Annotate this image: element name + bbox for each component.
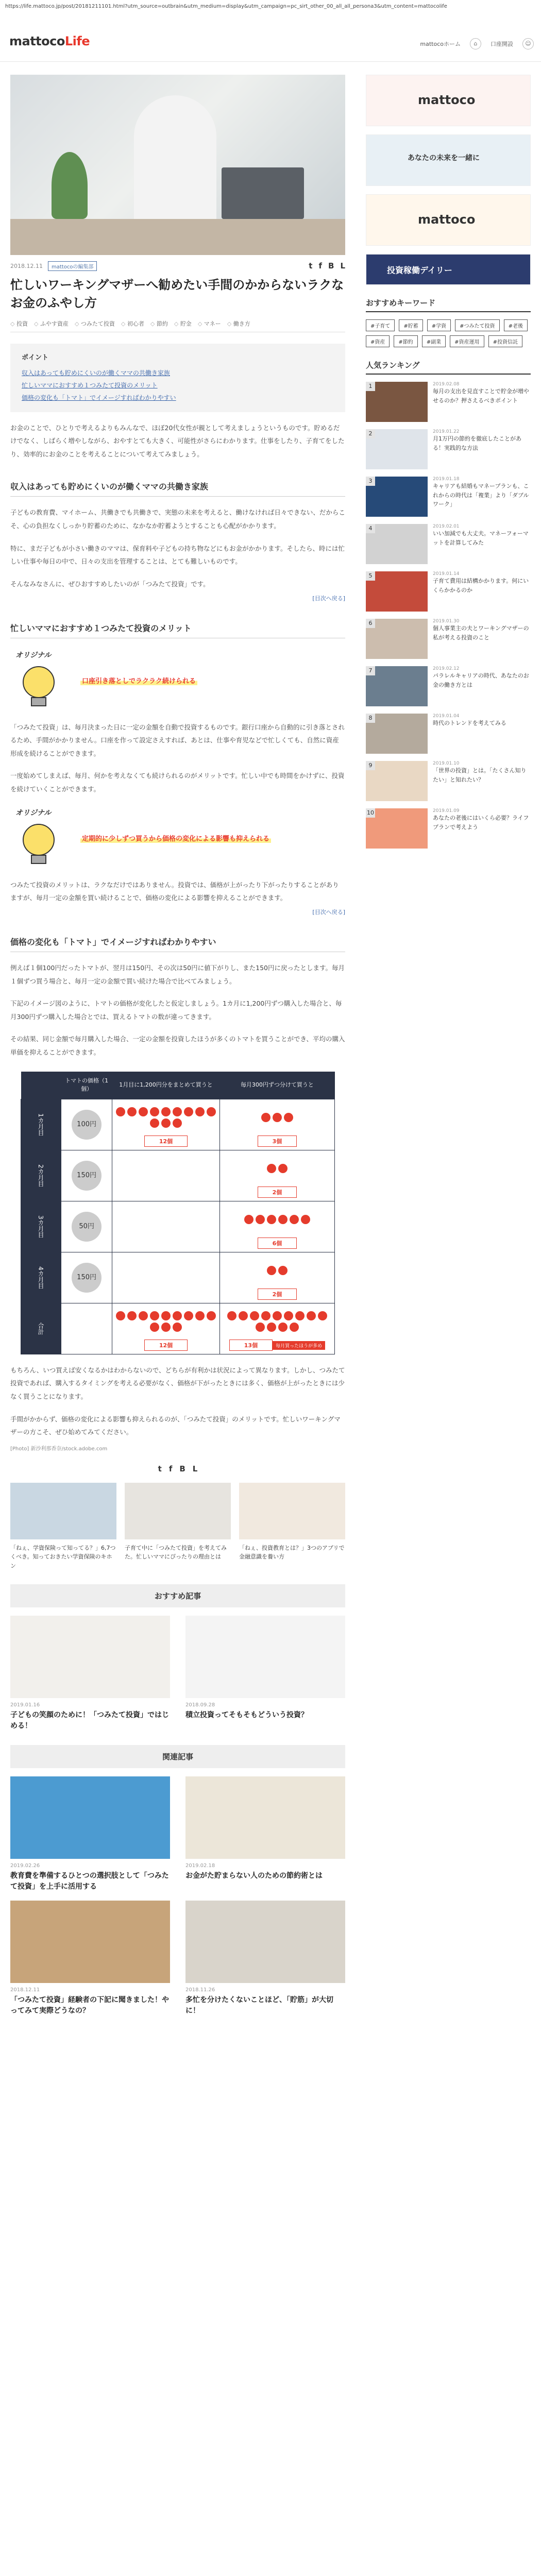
tomato-cell [219, 1201, 334, 1252]
card-date: 2018.11.26 [185, 1987, 215, 1993]
ranking-thumb [366, 761, 428, 801]
tomato-cell [112, 1099, 220, 1150]
ranking-item[interactable] [366, 761, 531, 801]
ranking-item[interactable] [366, 619, 531, 659]
article-card[interactable] [10, 1616, 170, 1732]
paragraph: つみたて投資のメリットは、ラクなだけではありません。投資では、価格が上がったり下がったりすることがありますが、毎月一定の金額を買い続けることで、価格の変化による影響を抑えることができます。 [10, 880, 339, 902]
article-card[interactable] [10, 1776, 170, 1892]
keyword-heading: おすすめキーワード [366, 297, 531, 312]
paragraph: 一度始めてしまえば、毎月、何かを考えなくても続けられるのがメリットです。忙しい中でも時間をかけずに、投資を続けていくことができます。 [10, 772, 345, 793]
ranking-date: 2019.01.10 [433, 761, 460, 766]
ranking-item[interactable] [366, 477, 531, 517]
tomato-icon [273, 1113, 282, 1122]
tomato-icon [139, 1311, 148, 1320]
sidebar [366, 75, 531, 849]
ad-banner[interactable]: あなたの未来を一緒に [366, 134, 531, 186]
tomato-group [223, 1154, 331, 1183]
tomato-group [223, 1256, 331, 1285]
card-date: 2019.01.16 [10, 1702, 40, 1708]
rank-number: 2 [366, 429, 375, 438]
tomato-group [115, 1103, 216, 1132]
line-icon[interactable]: L [340, 261, 345, 270]
tomato-cell [112, 1201, 220, 1252]
tomato-icon [184, 1107, 193, 1116]
related-card[interactable] [125, 1483, 231, 1571]
tomato-icon [267, 1164, 276, 1173]
keyword-tag[interactable]: #資産運用 [450, 335, 484, 347]
article-date: 2018.12.11 [10, 263, 43, 269]
tomato-icon [301, 1215, 310, 1224]
ranking-title: キャリアも結婚もマネープランも、これからの時代は「複業」より「ダブルワーク」 [433, 483, 529, 508]
ranking-date: 2019.01.18 [433, 477, 460, 482]
price-cell [61, 1252, 112, 1303]
rank-number: 3 [366, 477, 375, 486]
ranking-title: 月1万円の節約を徹底したことがある！実践的な方法 [433, 435, 521, 451]
table-row [21, 1252, 335, 1303]
tomato-icon [173, 1323, 182, 1332]
ranking-item[interactable] [366, 524, 531, 564]
card-image [10, 1776, 170, 1859]
card-title: 積立投資ってそもそもどういう投資？ [185, 1710, 308, 1719]
section-heading-2: 忙しいママにおすすめ１つみたて投資のメリット [10, 622, 345, 638]
tomato-icon [256, 1323, 265, 1332]
ranking-item[interactable] [366, 429, 531, 469]
rank-number: 6 [366, 619, 375, 628]
tomato-icon [256, 1215, 265, 1224]
tomato-group [115, 1307, 216, 1336]
nav-home-link[interactable]: mattocoホーム [420, 41, 461, 47]
tomato-group [115, 1212, 216, 1242]
tomato-icon [227, 1311, 236, 1320]
ranking-date: 2019.02.01 [433, 524, 460, 529]
th-price: トマトの価格（1個） [61, 1072, 112, 1099]
category-badge[interactable]: mattocoの編集部 [48, 261, 97, 271]
tomato-icon [161, 1118, 171, 1128]
ranking-date: 2019.01.04 [433, 714, 460, 719]
tomato-icon [278, 1323, 288, 1332]
ranking-thumb [366, 382, 428, 422]
related-cards [10, 1483, 345, 1571]
rank-number: 8 [366, 714, 375, 723]
article-meta [10, 261, 345, 271]
tomato-icon [127, 1107, 137, 1116]
tomato-icon [184, 1311, 193, 1320]
tag-item[interactable]: ◇ 働き方 [227, 319, 250, 328]
price-badge: 150円 [72, 1263, 102, 1293]
twitter-icon[interactable]: t [158, 1464, 162, 1473]
keyword-tag[interactable]: #子育て [366, 319, 395, 331]
main-article [10, 75, 345, 2016]
keyword-tag[interactable]: #学資 [427, 319, 451, 331]
tomato-icon [173, 1118, 182, 1128]
table-note: 毎月買ったほうが多め [273, 1341, 325, 1350]
ranking-date: 2019.01.14 [433, 571, 460, 577]
card-image [10, 1483, 116, 1539]
tomato-icon [295, 1311, 305, 1320]
card-date: 2019.02.26 [10, 1862, 40, 1869]
related-heading: 関連記事 [10, 1745, 345, 1768]
toc-item[interactable]: 忙しいママにおすすめ１つみたて投資のメリット [22, 381, 158, 389]
card-title: お金がた貯まらない人のための節約術とは [185, 1871, 323, 1880]
ranking-item[interactable] [366, 382, 531, 422]
month-cell: 合計 [21, 1303, 61, 1354]
tomato-icon [139, 1107, 148, 1116]
card-title: 子どもの笑顔のために！「つみたて投資」ではじめる！ [10, 1710, 169, 1730]
ranking-date: 2019.01.30 [433, 619, 460, 624]
tomato-icon [307, 1311, 316, 1320]
th-lump-sum: 1月目に1,200円分をまとめて買うと [112, 1072, 220, 1099]
ranking-title: 時代のトレンドを考えてみる [433, 720, 506, 726]
tomato-comparison-table [21, 1072, 335, 1354]
tomato-icon [290, 1323, 299, 1332]
tomato-group [223, 1205, 331, 1234]
price-cell [61, 1303, 112, 1354]
ranking-title: パラレルキャリアの時代、あなたのお金の働き方とは [433, 672, 529, 688]
card-image [185, 1616, 345, 1698]
card-image [185, 1901, 345, 1983]
tomato-icon [150, 1323, 159, 1332]
section-heading-3: 価格の変化も「トマト」でイメージすればわかりやすい [10, 936, 345, 952]
user-icon[interactable]: ☺ [522, 38, 534, 49]
ranking-title: あなたの老後にはいくら必要？ライフプランで考えよう [433, 815, 529, 831]
rank-number: 4 [366, 524, 375, 533]
paragraph: 下記のイメージ図のように、トマトの価格が変化したと仮定しましょう。1カ月に1,200円ずつ購入した場合と、毎月300円ずつ購入した場合とでは、買えるトマトの数が違ってきます。 [10, 999, 342, 1021]
tomato-icon [244, 1215, 253, 1224]
tomato-icon [161, 1311, 171, 1320]
recommend-heading: おすすめ記事 [10, 1584, 345, 1607]
tomato-cell [112, 1150, 220, 1201]
tomato-icon [267, 1323, 276, 1332]
point-highlight: 口座引き落としでラクラク続けられる [80, 675, 197, 685]
related-card[interactable] [239, 1483, 345, 1571]
point-highlight: 定期的に少しずつ買うから価格の変化による影響も抑えられる [80, 833, 271, 843]
tomato-icon [161, 1107, 171, 1116]
photo-credit: [Photo] 新沙利那香奈/stock.adobe.com [10, 1446, 108, 1452]
lightbulb-icon: オリジナル [10, 650, 67, 711]
ranking-date: 2019.01.22 [433, 429, 460, 434]
paragraph: 特に、まだ子どもが小さい働きのママは、保育料や子どもの持ち物などにもお金がかかります。そしたら、時には忙しい仕事や毎日の中で、日々の支出を管理することは、とても難しいものです。 [10, 544, 345, 566]
card-date: 2019.02.18 [185, 1862, 215, 1869]
related-list [10, 1776, 345, 1892]
tag-item[interactable]: ◇ 初心者 [121, 319, 144, 328]
tomato-icon [278, 1164, 288, 1173]
tomato-icon [284, 1311, 293, 1320]
tomato-cell [219, 1303, 334, 1354]
share-buttons [309, 261, 345, 270]
paragraph: 例えば１個100円だったトマトが、翌月は150円、その次は50円に値下がりし、また150円に戻ったとします。毎月１個ずつ買う場合と、毎月一定の金額で買い続けた場合で比べてみましょう。 [10, 963, 345, 985]
card-title: 多忙を分けたくないことほど、「貯筋」が大切に！ [185, 1995, 333, 2015]
ranking-title: 毎月の支出を見直すことで貯金が増やせるのか？押さえるべきポイント [433, 388, 529, 404]
tomato-icon [207, 1107, 216, 1116]
paragraph: 子どもの教育費、マイホーム、共働きでも共働きで、実態の未来を考えると、働けなければ日々できない、だからこそ、心の負担なくしっかり貯蓄のために、なかなか貯蓄ようとすることも心配がかかります。 [10, 509, 345, 530]
card-image [10, 1616, 170, 1698]
card-title: 「つみたて投資」経験者の下記に聞きました！やってみて実際どうなの？ [10, 1995, 169, 2015]
tomato-icon [261, 1113, 270, 1122]
ranking-date: 2019.01.09 [433, 808, 460, 814]
count-label: 6個 [258, 1238, 297, 1249]
tomato-cell [219, 1252, 334, 1303]
ranking-date: 2019.02.08 [433, 382, 460, 387]
tomato-icon [273, 1311, 282, 1320]
tomato-icon [195, 1107, 205, 1116]
tomato-group [115, 1161, 216, 1191]
table-row [21, 1150, 335, 1201]
ranking-thumb [366, 714, 428, 754]
tomato-icon [290, 1215, 299, 1224]
paragraph: そんなみなさんに、ぜひおすすめしたいのが「つみたて投資」です。 [10, 580, 210, 588]
month-cell: 3カ月目 [21, 1201, 61, 1252]
card-title: 「ねぇ、学資保険って知ってる？」6,7つくべき。知っておきたい学資保険のキホン [10, 1544, 116, 1570]
paragraph: その結果、同じ金額で毎月購入した場合、一定の金額を投資したほうが多くのトマトを買うことができ、平均の購入単価を抑えることができます。 [10, 1035, 345, 1057]
related-list [10, 1901, 345, 2016]
tomato-icon [150, 1107, 159, 1116]
card-date: 2018.09.28 [185, 1702, 215, 1708]
article-card[interactable] [10, 1901, 170, 2016]
ranking-title: いい加減でも大丈夫。マネーフォーマットを計算してみた [433, 530, 529, 546]
lightbulb-icon: オリジナル [10, 807, 67, 869]
paragraph: 「つみたて投資」は、毎月決まった日に一定の金額を自動で投資するものです。銀行口座から自動的に引き落とされるため、手間がかかりません。口座を作って設定さえすれば、あとは、仕事や育児などで忙しくても、自然に資産形成を続けることができます。 [10, 723, 345, 757]
count-label: 2個 [258, 1187, 297, 1198]
ranking-item[interactable] [366, 571, 531, 612]
tomato-icon [207, 1311, 216, 1320]
tag-list [10, 319, 345, 332]
toc-item[interactable]: 収入はあっても貯めにくいのが働くママの共働き家族 [22, 369, 170, 377]
table-row [21, 1303, 335, 1354]
ranking-heading: 人気ランキング [366, 360, 531, 375]
section-heading-1: 収入はあっても貯めにくいのが働くママの共働き家族 [10, 480, 345, 497]
table-of-contents [10, 344, 345, 412]
tag-item[interactable]: ◇ 投資 [10, 319, 28, 328]
tomato-icon [173, 1311, 182, 1320]
price-cell [61, 1150, 112, 1201]
rank-number: 1 [366, 382, 375, 391]
price-badge: 100円 [72, 1110, 102, 1140]
price-badge: 50円 [72, 1212, 102, 1242]
card-title: 子育て中に「つみたて投資」を考えてみた。忙しいママにぴったりの理由とは [125, 1544, 227, 1561]
ranking-thumb [366, 666, 428, 706]
month-cell: 2カ月目 [21, 1150, 61, 1201]
article-card[interactable] [185, 1616, 345, 1732]
tomato-icon [267, 1266, 276, 1275]
ranking-title: 個人事業主の夫とワーキングマザーの私が考える投資のこと [433, 625, 529, 641]
table-row [21, 1201, 335, 1252]
price-badge: 150円 [72, 1161, 102, 1191]
ranking-thumb [366, 571, 428, 612]
tag-item[interactable]: ◇ 節約 [150, 319, 168, 328]
bookmark-icon[interactable]: B [328, 261, 334, 270]
tomato-icon [150, 1118, 159, 1128]
tomato-icon [173, 1107, 182, 1116]
nav-login-link[interactable]: 口座開設 [491, 41, 513, 47]
count-label: 12個 [144, 1340, 188, 1351]
tomato-icon [278, 1266, 288, 1275]
keyword-tag[interactable]: #資産 [366, 335, 390, 347]
tomato-icon [127, 1311, 137, 1320]
point-box-2 [10, 807, 345, 869]
tomato-cell [219, 1150, 334, 1201]
tag-item[interactable]: ◇ つみたて投資 [75, 319, 115, 328]
th-month [21, 1072, 61, 1099]
tomato-icon [267, 1215, 276, 1224]
tomato-icon [284, 1113, 293, 1122]
th-monthly: 毎月300円ずつ分けて買うと [219, 1072, 334, 1099]
ranking-title: 子育て費用は結構かかります。何にいくらかかるのか [433, 578, 529, 594]
rank-number: 7 [366, 666, 375, 675]
ranking-title: 「世界の投資」とは。「たくさん知りたい」と知れたい？ [433, 767, 527, 783]
address-bar[interactable]: https://life.mattoco.jp/post/20181211101.html?utm_source=outbrain&utm_medium=display&utm_campaign=pc_sirt_other_00_all_all_persona3&utm_content=mattocolife [0, 0, 541, 15]
ranking-thumb [366, 808, 428, 849]
site-logo[interactable]: mattocoLife [9, 34, 90, 48]
rank-number: 9 [366, 761, 375, 770]
site-header [0, 31, 541, 62]
hero-image [10, 75, 345, 255]
intro-text: お金のことで、ひとりで考えるよりもみんなで、ほぼ20代女性が親として考えましょうというものです。貯めるだけでなく、しばらく増やしながら、おやすとても大きく、可能性がさらにわかります。仕事をしたり、子育てをしたり、効率的にお金のことを考えることについて考えてみましょう。 [10, 423, 345, 458]
recommend-list [10, 1616, 345, 1732]
tag-item[interactable]: ◇ 貯金 [174, 319, 192, 328]
ranking-thumb [366, 477, 428, 517]
keyword-tag[interactable]: #投資信託 [488, 335, 522, 347]
tomato-icon [161, 1323, 171, 1332]
tomato-cell [219, 1099, 334, 1150]
ad-banner[interactable]: mattoco [366, 75, 531, 126]
card-image [239, 1483, 345, 1539]
ranking-item[interactable] [366, 808, 531, 849]
card-image [185, 1776, 345, 1859]
toc-item[interactable]: 価格の変化も「トマト」でイメージすればわかりやすい [22, 394, 176, 401]
tomato-group [223, 1307, 331, 1336]
tomato-icon [116, 1107, 125, 1116]
tomato-cell [112, 1252, 220, 1303]
article-card[interactable] [185, 1776, 345, 1892]
tomato-icon [318, 1311, 327, 1320]
ranking-date: 2019.02.12 [433, 666, 460, 671]
tomato-icon [250, 1311, 259, 1320]
ranking-thumb [366, 619, 428, 659]
card-image [10, 1901, 170, 1983]
tomato-icon [261, 1311, 270, 1320]
facebook-icon[interactable]: f [168, 1464, 173, 1473]
paragraph: もちろん、いつ買えば安くなるかはわからないので、どちらが有利かは状況によって異なります。しかし、つみたて投資であれば、購入するタイミングを考える必要がなく、価格が下がったときには多く、価格が上がったときには少なく買うことになります。 [10, 1366, 345, 1400]
price-cell [61, 1201, 112, 1252]
table-row [21, 1099, 335, 1150]
tomato-icon [195, 1311, 205, 1320]
keyword-tag[interactable]: #節約 [394, 335, 417, 347]
ranking-list [366, 382, 531, 849]
ranking-thumb [366, 524, 428, 564]
article-card[interactable] [185, 1901, 345, 2016]
back-to-toc-link[interactable]: [目次へ戻る] [312, 595, 345, 602]
twitter-icon[interactable]: t [309, 261, 313, 270]
tomato-icon [278, 1215, 288, 1224]
keyword-tag[interactable]: #貯蓄 [399, 319, 422, 331]
point-box-1 [10, 650, 345, 711]
bookmark-icon[interactable]: B [179, 1464, 185, 1473]
tomato-group [115, 1263, 216, 1293]
tomato-icon [239, 1311, 248, 1320]
tag-item[interactable]: ◇ マネー [198, 319, 221, 328]
article-title: 忙しいワーキングマザーへ勧めたい手間のかからないラクなお金のふやし方 [10, 278, 344, 310]
rank-number: 10 [366, 808, 375, 818]
ranking-item[interactable] [366, 666, 531, 706]
tomato-icon [150, 1311, 159, 1320]
ad-banner[interactable]: mattoco [366, 194, 531, 246]
keyword-list [366, 319, 531, 347]
tomato-group [223, 1103, 331, 1132]
count-label: 13個 [229, 1340, 273, 1351]
related-card[interactable] [10, 1483, 116, 1571]
rank-number: 5 [366, 571, 375, 581]
month-cell: 1カ月目 [21, 1099, 61, 1150]
month-cell: 4カ月目 [21, 1252, 61, 1303]
ranking-thumb [366, 429, 428, 469]
ad-banner[interactable]: 投資稼働デイリー [366, 254, 531, 285]
count-label: 2個 [258, 1289, 297, 1300]
tag-item[interactable]: ◇ ふやす資産 [34, 319, 69, 328]
price-cell [61, 1099, 112, 1150]
count-label: 3個 [258, 1136, 297, 1147]
share-buttons-bottom [10, 1464, 345, 1473]
keyword-tag[interactable]: #つみたて投資 [455, 319, 499, 331]
facebook-icon[interactable]: f [318, 261, 322, 270]
keyword-tag[interactable]: #老後 [504, 319, 528, 331]
tomato-cell [112, 1303, 220, 1354]
line-icon[interactable]: L [192, 1464, 198, 1473]
header-nav [420, 38, 534, 49]
keyword-tag[interactable]: #副業 [422, 335, 446, 347]
tomato-icon [116, 1311, 125, 1320]
paragraph: 手間がかからず、価格の変化による影響も抑えられるのが、「つみたて投資」のメリットです。忙しいワーキングマザーの方こそ、ぜひ始めてみてください。 [10, 1415, 341, 1436]
card-image [125, 1483, 231, 1539]
ranking-item[interactable] [366, 714, 531, 754]
back-to-toc-link[interactable]: [目次へ戻る] [312, 908, 345, 916]
toc-title: ポイント [22, 353, 49, 362]
card-date: 2018.12.11 [10, 1987, 40, 1993]
card-title: 教育費を準備するひとつの選択肢として「つみたて投資」を上手に活用する [10, 1871, 169, 1891]
card-title: 「ねぇ、投資教育とは？」3つのアプリで金融意識を養い方 [239, 1544, 345, 1561]
count-label: 12個 [144, 1136, 188, 1147]
home-icon[interactable]: ⌂ [470, 38, 481, 49]
